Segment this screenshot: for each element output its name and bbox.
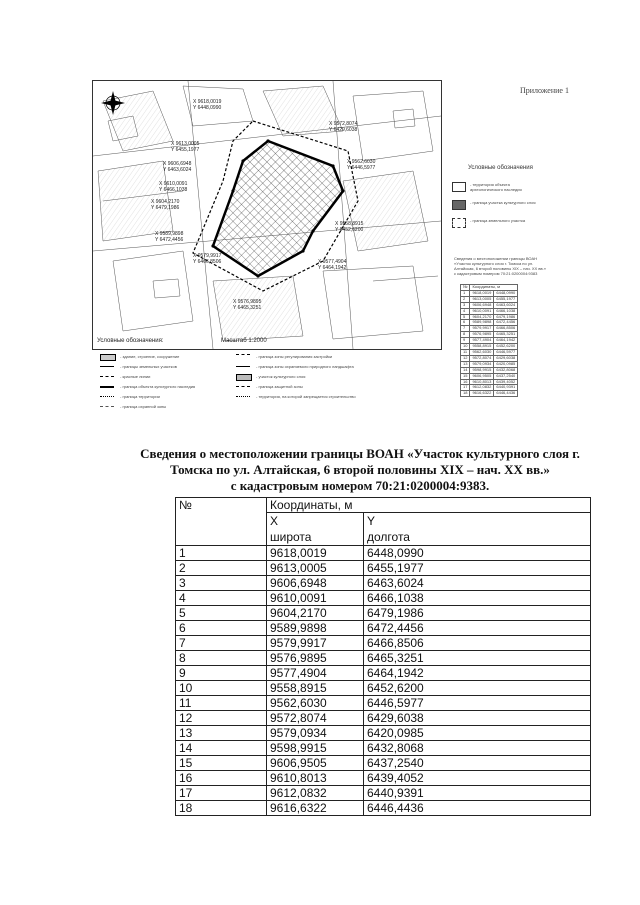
mini-cell-y: 6479,1986 — [494, 314, 518, 320]
row-number: 16 — [176, 771, 267, 786]
row-y: 6448,0990 — [364, 546, 591, 561]
mini-cell-y: 6452,6200 — [494, 344, 518, 350]
map-point-label: X 9572,8074 Y 6429,6038 — [329, 121, 358, 133]
row-number: 4 — [176, 591, 267, 606]
row-y: 6439,4052 — [364, 771, 591, 786]
row-y: 6466,1038 — [364, 591, 591, 606]
table-row — [176, 576, 591, 591]
mini-cell-y: 6446,5977 — [494, 349, 518, 355]
mini-cell-x: 9572,8074 — [470, 355, 494, 361]
table-row — [176, 561, 591, 576]
legend-symbol — [236, 374, 252, 381]
mini-cell-n: 12 — [461, 355, 470, 361]
row-y: 6466,8506 — [364, 636, 591, 651]
legend-symbol — [100, 406, 114, 412]
mini-cell-n: 5 — [461, 314, 470, 320]
legend-item: - граница зоны регулирования застройки — [256, 354, 333, 359]
row-number: 17 — [176, 786, 267, 801]
table-row — [176, 636, 591, 651]
map-point-label: X 9558,8915 Y 6452,6200 — [335, 221, 364, 233]
mini-cell-n: 16 — [461, 379, 470, 385]
map-point-label: X 9589,9898 Y 6472,4456 — [155, 231, 184, 243]
mini-cell-n: 11 — [461, 349, 470, 355]
legend-swatch-territory — [452, 182, 466, 192]
row-y: 6429,6038 — [364, 711, 591, 726]
mini-cell-y: 6440,9391 — [494, 385, 518, 391]
row-number: 1 — [176, 546, 267, 561]
mini-cell-x: 9606,9505 — [470, 373, 494, 379]
legend-item: - граница объекта культурного наследия — [120, 384, 196, 389]
row-x: 9579,9917 — [267, 636, 364, 651]
table-row — [176, 801, 591, 816]
header-x-label: X — [270, 514, 279, 528]
coordinates-table — [175, 497, 591, 816]
legend-symbol — [236, 386, 250, 392]
mini-coordinates-table — [460, 284, 518, 397]
map-point-label: X 9606,6948 Y 6463,6024 — [163, 161, 192, 173]
mini-cell-x: 9562,6030 — [470, 349, 494, 355]
mini-cell-x: 9616,6322 — [470, 391, 494, 397]
legend-symbol — [100, 386, 114, 393]
table-row — [176, 696, 591, 711]
row-number: 15 — [176, 756, 267, 771]
legend-text: - территория объекта археологического наследия — [470, 182, 522, 192]
table-row — [176, 726, 591, 741]
legend-item: - граница защитной зоны — [256, 384, 303, 389]
row-y: 6437,2540 — [364, 756, 591, 771]
mini-cell-y: 6463,6024 — [494, 302, 518, 308]
mini-cell-x: 9579,9917 — [470, 326, 494, 332]
legend-text: - граница земельного участка — [470, 218, 526, 223]
map-point-label: X 9610,0091 Y 6466,1038 — [159, 181, 188, 193]
legend-item: - границы земельных участков — [120, 364, 177, 369]
row-number: 5 — [176, 606, 267, 621]
table-row — [176, 771, 591, 786]
mini-header-coords: Координаты, м — [470, 285, 518, 291]
legend-item: - граница зоны охраняемого природного ландшафта — [256, 364, 354, 369]
row-y: 6479,1986 — [364, 606, 591, 621]
legend-item: - граница охранной зоны — [120, 404, 167, 409]
header-num: № — [176, 498, 267, 546]
row-number: 18 — [176, 801, 267, 816]
map-drawing — [93, 81, 441, 349]
bottom-legend — [96, 352, 440, 432]
map-point-label: X 9604,2170 Y 6479,1986 — [151, 199, 180, 211]
header-y-label: Y — [367, 514, 376, 528]
row-x: 9610,8013 — [267, 771, 364, 786]
row-number: 10 — [176, 681, 267, 696]
row-y: 6440,9391 — [364, 786, 591, 801]
legend-item: - участок культурного слоя — [256, 374, 306, 379]
row-y: 6446,5977 — [364, 696, 591, 711]
row-y: 6452,6200 — [364, 681, 591, 696]
mini-table-caption: Сведения о местоположении границы ВОАН «Участок культурного слоя г. Томска по ул. Алтайская, 6 второй половины XIX – нач. XX вв.» с кадастровым номером 70:21:0200004:9383 — [454, 256, 546, 276]
mini-cell-y: 6448,0990 — [494, 290, 518, 296]
legend-item: - красные линии — [120, 374, 151, 379]
mini-cell-y: 6420,0985 — [494, 361, 518, 367]
legend-symbol — [100, 366, 114, 372]
table-row — [176, 681, 591, 696]
mini-cell-n: 10 — [461, 344, 470, 350]
row-number: 12 — [176, 711, 267, 726]
table-header-row — [176, 498, 591, 513]
table-row — [176, 546, 591, 561]
left-legend-title: Условные обозначения: — [97, 338, 164, 344]
row-x: 9572,8074 — [267, 711, 364, 726]
map-point-label: X 9577,4904 Y 6464,1942 — [318, 259, 347, 271]
legend-item: - здание, строение, сооружение — [120, 354, 180, 359]
legend-symbol — [100, 396, 114, 402]
mini-cell-n: 17 — [461, 385, 470, 391]
site-plan-map — [92, 80, 442, 350]
row-number: 8 — [176, 651, 267, 666]
table-row — [176, 621, 591, 636]
legend-symbol — [100, 354, 116, 361]
mini-cell-y: 6465,3251 — [494, 332, 518, 338]
mini-cell-y: 6466,8506 — [494, 326, 518, 332]
row-number: 11 — [176, 696, 267, 711]
row-x: 9558,8915 — [267, 681, 364, 696]
row-x: 9576,9895 — [267, 651, 364, 666]
header-y — [364, 513, 591, 546]
mini-cell-n: 15 — [461, 373, 470, 379]
mini-cell-x: 9613,0005 — [470, 296, 494, 302]
row-y: 6465,3251 — [364, 651, 591, 666]
legend-text: - граница участка культурного слоя — [470, 200, 536, 205]
legend-item: - территория, на которой запрещается строительство — [256, 394, 356, 399]
mini-cell-n: 8 — [461, 332, 470, 338]
row-x: 9606,9505 — [267, 756, 364, 771]
table-row — [176, 756, 591, 771]
row-x: 9612,0832 — [267, 786, 364, 801]
table-row — [176, 606, 591, 621]
row-number: 13 — [176, 726, 267, 741]
appendix-label: Приложение 1 — [520, 86, 569, 95]
mini-cell-x: 9610,0091 — [470, 308, 494, 314]
mini-cell-x: 9598,9915 — [470, 367, 494, 373]
map-point-label: X 9613,0005 Y 6455,1977 — [171, 141, 200, 153]
mini-cell-n: 3 — [461, 302, 470, 308]
mini-cell-n: 18 — [461, 391, 470, 397]
row-number: 6 — [176, 621, 267, 636]
heading-line: Сведения о местоположении границы ВОАН «Участок культурного слоя г. — [140, 446, 580, 461]
table-row — [176, 741, 591, 756]
table-row — [176, 666, 591, 681]
row-number: 2 — [176, 561, 267, 576]
mini-cell-x: 9577,4904 — [470, 338, 494, 344]
legend-symbol — [236, 396, 250, 402]
header-x — [267, 513, 364, 546]
legend-item: - граница территории — [120, 394, 160, 399]
row-x: 9618,0019 — [267, 546, 364, 561]
row-x: 9613,0005 — [267, 561, 364, 576]
mini-cell-y: 6439,4052 — [494, 379, 518, 385]
header-y-sub: долгота — [367, 530, 410, 544]
legend-symbol — [100, 376, 114, 382]
mini-cell-n: 4 — [461, 308, 470, 314]
mini-cell-n: 6 — [461, 320, 470, 326]
mini-cell-y: 6455,1977 — [494, 296, 518, 302]
mini-header-num: № — [461, 285, 470, 291]
mini-cell-x: 9558,8915 — [470, 344, 494, 350]
mini-cell-x: 9604,2170 — [470, 314, 494, 320]
legend-swatch-parcel — [452, 218, 466, 228]
mini-cell-y: 6437,2540 — [494, 373, 518, 379]
row-y: 6463,6024 — [364, 576, 591, 591]
row-number: 9 — [176, 666, 267, 681]
map-point-label: X 9618,0019 Y 6448,0990 — [193, 99, 222, 111]
row-x: 9604,2170 — [267, 606, 364, 621]
map-point-label: X 9562,6030 Y 6446,5977 — [347, 159, 376, 171]
mini-cell-x: 9579,0934 — [470, 361, 494, 367]
row-y: 6455,1977 — [364, 561, 591, 576]
mini-cell-y: 6472,4456 — [494, 320, 518, 326]
row-x: 9577,4904 — [267, 666, 364, 681]
row-x: 9579,0934 — [267, 726, 364, 741]
table-row — [176, 711, 591, 726]
header-coords: Координаты, м — [267, 498, 591, 513]
heading-line: с кадастровым номером 70:21:0200004:9383. — [230, 478, 490, 493]
mini-cell-y: 6429,6038 — [494, 355, 518, 361]
map-point-label: X 9579,9917 Y 6466,8506 — [193, 253, 222, 265]
row-x: 9589,9898 — [267, 621, 364, 636]
legend-symbol — [236, 366, 250, 372]
mini-cell-n: 7 — [461, 326, 470, 332]
mini-cell-n: 2 — [461, 296, 470, 302]
row-x: 9562,6030 — [267, 696, 364, 711]
mini-cell-y: 6446,4436 — [494, 391, 518, 397]
legend-title: Условные обозначения — [468, 165, 533, 171]
row-x: 9616,6322 — [267, 801, 364, 816]
row-number: 3 — [176, 576, 267, 591]
mini-cell-y: 6464,1942 — [494, 338, 518, 344]
mini-cell-x: 9606,6948 — [470, 302, 494, 308]
header-x-sub: широта — [270, 530, 312, 544]
row-y: 6472,4456 — [364, 621, 591, 636]
legend-swatch-cultural-layer — [452, 200, 466, 210]
mini-cell-n: 1 — [461, 290, 470, 296]
mini-cell-n: 14 — [461, 367, 470, 373]
mini-cell-y: 6466,1038 — [494, 308, 518, 314]
row-x: 9610,0091 — [267, 591, 364, 606]
table-row — [176, 651, 591, 666]
mini-cell-n: 9 — [461, 338, 470, 344]
legend-symbol — [236, 354, 250, 360]
row-y: 6432,8068 — [364, 741, 591, 756]
mini-cell-x: 9576,9895 — [470, 332, 494, 338]
mini-cell-x: 9618,0019 — [470, 290, 494, 296]
right-legend-panel — [440, 160, 546, 410]
row-x: 9598,9915 — [267, 741, 364, 756]
mini-table-row — [461, 391, 518, 397]
row-number: 14 — [176, 741, 267, 756]
row-number: 7 — [176, 636, 267, 651]
row-y: 6464,1942 — [364, 666, 591, 681]
row-x: 9606,6948 — [267, 576, 364, 591]
mini-cell-x: 9612,0832 — [470, 385, 494, 391]
mini-cell-n: 13 — [461, 361, 470, 367]
mini-cell-x: 9589,9898 — [470, 320, 494, 326]
map-scale-text: Масштаб 1:2000 — [221, 338, 267, 344]
mini-cell-x: 9610,8013 — [470, 379, 494, 385]
mini-cell-y: 6432,8068 — [494, 367, 518, 373]
table-row — [176, 786, 591, 801]
map-point-label: X 9576,9895 Y 6465,3251 — [233, 299, 262, 311]
heading-line: Томска по ул. Алтайская, 6 второй половины XIX – нач. XX вв.» — [170, 462, 550, 477]
row-y: 6446,4436 — [364, 801, 591, 816]
table-row — [176, 591, 591, 606]
row-y: 6420,0985 — [364, 726, 591, 741]
document-heading — [100, 446, 620, 494]
